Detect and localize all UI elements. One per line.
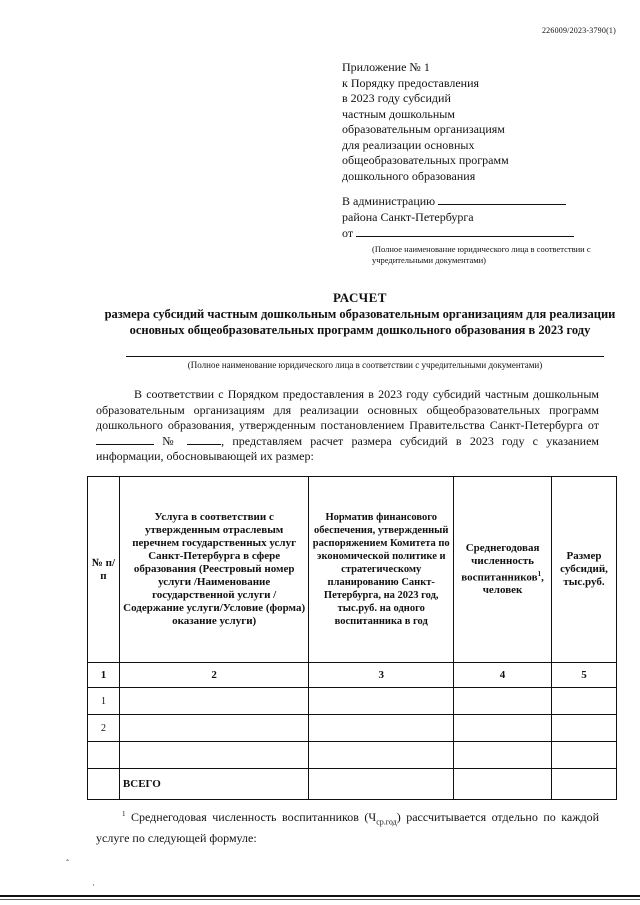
- appendix-line: в 2023 году субсидий: [342, 91, 451, 105]
- row-index: 1: [88, 688, 120, 715]
- appendix-line: Приложение № 1: [342, 60, 430, 74]
- header-number: № п/п: [88, 477, 120, 663]
- scan-mark: ·: [92, 880, 95, 890]
- org-name-line[interactable]: [126, 356, 604, 357]
- intro-paragraph: [96, 387, 599, 465]
- addressee-from: от: [342, 226, 354, 240]
- decree-date-blank[interactable]: [96, 434, 154, 445]
- header-service: Услуга в соответствии с утвержденным отраслевым перечнем государственных услуг Санкт-Петербурга в сфере образования (Реестровый номер услуги /Наименование государственной услуги /Содержание услуги/Условие (форма) оказание услуги): [119, 477, 308, 663]
- decree-number-blank[interactable]: [187, 434, 221, 445]
- total-subsidy[interactable]: [552, 769, 617, 800]
- footnote: [96, 806, 599, 846]
- footnote-text-a: Среднегодовая численность воспитанников (Ч: [131, 810, 377, 824]
- col-number: 1: [88, 663, 120, 688]
- cell-norm[interactable]: [309, 715, 454, 742]
- footnote-number: 1: [122, 810, 126, 818]
- intro-part3: , представляем расчет размера субсидий в 2023 году с указанием информации, обосновывающей их размер:: [96, 433, 600, 463]
- header-pupils: Среднегодовая численность воспитанников$^1$, человек: [454, 477, 552, 663]
- document-title: [100, 290, 620, 338]
- appendix-line: для реализации основных: [342, 137, 475, 152]
- footnote-marker: 1: [537, 569, 542, 578]
- title-heading: РАСЧЕТ: [333, 290, 387, 305]
- total-index: [88, 769, 120, 800]
- cell-service[interactable]: [119, 715, 308, 742]
- row-index: [88, 742, 120, 769]
- table-row: [88, 688, 617, 715]
- footnote-sub: ср.год: [376, 817, 397, 827]
- addressee-line2: района Санкт-Петербурга: [342, 209, 474, 224]
- page-bottom-rule: [0, 895, 640, 897]
- cell-pupils[interactable]: [454, 715, 552, 742]
- document-id: 226009/2023-3790(1): [541, 26, 616, 35]
- cell-pupils[interactable]: [454, 742, 552, 769]
- cell-norm[interactable]: [309, 742, 454, 769]
- title-subject: размера субсидий частным дошкольным образовательным организациям для реализации основных общеобразовательных программ дошкольного образования в 2023 году: [104, 307, 616, 337]
- cell-norm[interactable]: [309, 688, 454, 715]
- scan-mark: ˆ: [66, 858, 69, 868]
- cell-service[interactable]: [119, 688, 308, 715]
- addressee-line1: В администрацию: [342, 194, 436, 208]
- cell-subsidy[interactable]: [552, 688, 617, 715]
- appendix-line: дошкольного образования: [342, 168, 476, 183]
- footnote-text-b: ) рассчитывается отдельно по каждой услуге по следующей формуле:: [96, 810, 600, 846]
- appendix-line: образовательным организациям: [342, 122, 505, 136]
- col-number: 4: [454, 663, 552, 688]
- row-index: 2: [88, 715, 120, 742]
- appendix-line: к Порядку предоставления: [342, 75, 480, 90]
- table-row: [88, 715, 617, 742]
- col-number: 2: [119, 663, 308, 688]
- appendix-line: общеобразовательных программ: [342, 153, 509, 167]
- subsidy-table: [87, 476, 617, 800]
- org-caption: (Полное наименование юридического лица в соответствии с учредительными документами): [187, 360, 543, 370]
- col-number: 5: [552, 663, 617, 688]
- header-norm: Норматив финансового обеспечения, утвержденный распоряжением Комитета по экономической политике и стратегическому планированию Санкт-Петербурга, на 2023 год, тыс.руб. на одного воспитанника в год: [309, 477, 454, 663]
- total-pupils[interactable]: [454, 769, 552, 800]
- total-row: [88, 769, 617, 800]
- intro-part2: №: [162, 433, 179, 448]
- cell-subsidy[interactable]: [552, 715, 617, 742]
- addressee-note: (Полное наименование юридического лица в соответствии с учредительными документами): [372, 243, 591, 265]
- administration-blank[interactable]: [438, 193, 566, 205]
- applicant-blank[interactable]: [356, 225, 574, 237]
- intro-part1: В соответствии с Порядком предоставления в 2023 году субсидий частным дошкольным образовательным организациям для реализации основных общеобразовательных программ дошкольного образования, утвержденным постановлением Правительства Санкт-Петербурга от: [96, 387, 599, 432]
- col-number: 3: [309, 663, 454, 688]
- cell-subsidy[interactable]: [552, 742, 617, 769]
- total-label: ВСЕГО: [119, 769, 308, 800]
- appendix-line: частным дошкольным: [342, 106, 455, 121]
- header-subsidy: Размер субсидий, тыс.руб.: [552, 477, 617, 663]
- cell-service[interactable]: [119, 742, 308, 769]
- cell-pupils[interactable]: [454, 688, 552, 715]
- page-bottom-rule: [0, 899, 640, 900]
- table-row: [88, 742, 617, 769]
- addressee-block: [342, 193, 612, 266]
- appendix-block: [342, 60, 612, 184]
- total-norm[interactable]: [309, 769, 454, 800]
